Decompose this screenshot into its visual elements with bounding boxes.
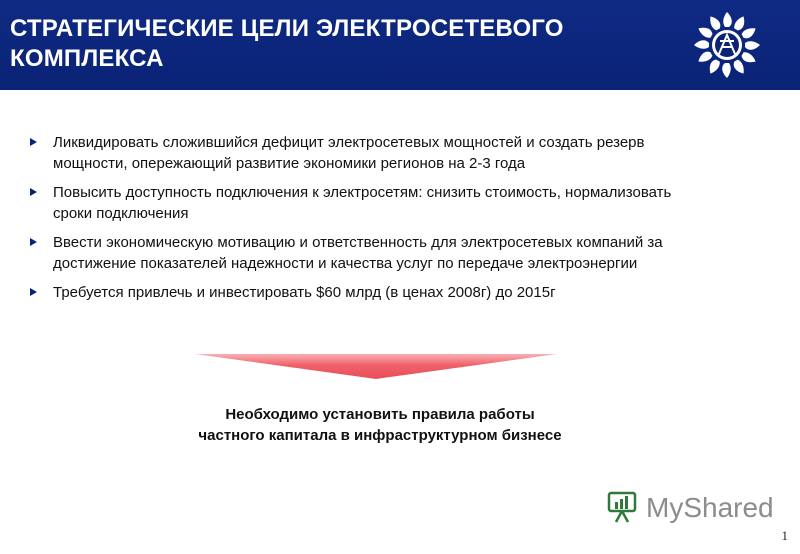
list-item-line: Ликвидировать сложившийся дефицит электросетевых мощностей и создать резерв [53,134,645,151]
slide-title-line1: СТРАТЕГИЧЕСКИЕ ЦЕЛИ ЭЛЕКТРОСЕТЕВОГО [10,15,564,42]
watermark [606,488,774,528]
conclusion-text [150,404,610,446]
slide-title-line2: КОМПЛЕКСА [10,45,164,72]
list-item-line: Требуется привлечь и инвестировать $60 млрд (в ценах 2008г) до 2015г [53,284,556,301]
company-emblem-icon [692,10,762,80]
conclusion-line1: Необходимо установить правила работы [225,406,535,423]
conclusion-line2: частного капитала в инфраструктурном бизнесе [198,427,562,444]
list-item-line: Повысить доступность подключения к электросетям: снизить стоимость, нормализовать [53,184,672,201]
watermark-text: MyShared [646,492,774,523]
down-funnel-arrow-icon [195,352,557,380]
list-item-line: мощности, опережающий развитие экономики регионов на 2-3 года [53,155,526,172]
list-item [30,232,730,274]
bullet-arrow-icon [30,138,37,146]
goals-list [30,132,730,311]
bullet-arrow-icon [30,188,37,196]
bullet-arrow-icon [30,238,37,246]
bullet-arrow-icon [30,288,37,296]
slide-header [0,0,800,90]
page-number: 1 [781,528,788,543]
list-item-line: Ввести экономическую мотивацию и ответственность для электросетевых компаний за [53,234,663,251]
list-item [30,182,730,224]
list-item-line: достижение показателей надежности и качества услуг по передаче электроэнергии [53,255,638,272]
presentation-board-icon [606,490,640,524]
list-item [30,132,730,174]
list-item [30,282,730,303]
slide-title [10,14,650,74]
list-item-line: сроки подключения [53,205,189,222]
